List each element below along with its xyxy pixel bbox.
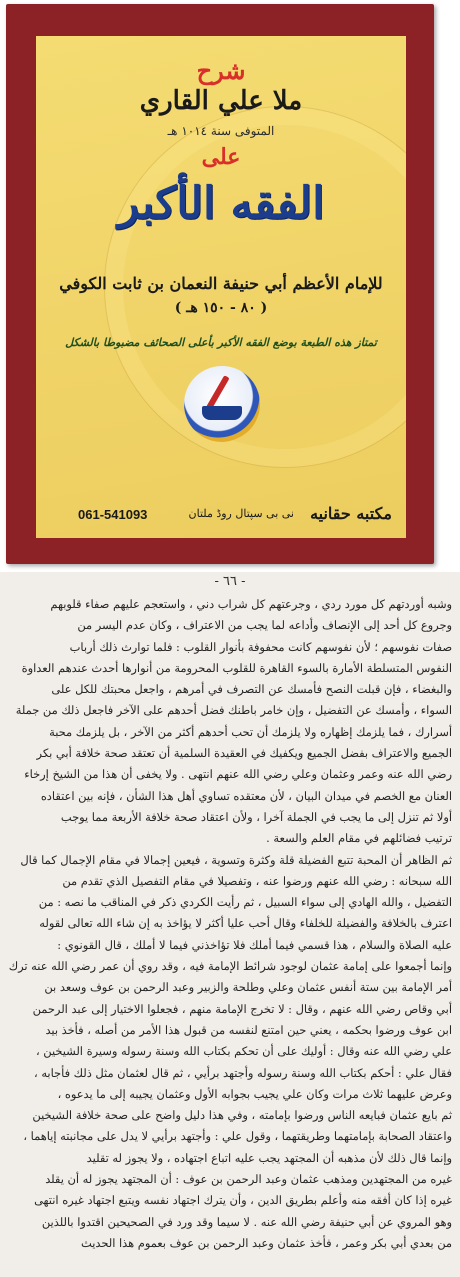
text-line: وعرض عليهما ثلاث مرات وكان علي يجيب بجوابه الأول وعثمان يجيبه إلى ما يدعوه ،	[57, 1086, 452, 1101]
scanned-page	[0, 572, 460, 1277]
cover-phone: 061-541093	[78, 507, 148, 522]
cover-imam: للإمام الأعظم أبي حنيفة النعمان بن ثابت الكوفي	[59, 274, 383, 293]
text-line: فقال علي : أحكم بكتاب الله وسنة رسوله وأجتهد برأيي ، ثم قال لعثمان مثل ذلك فأجابه ،	[34, 1065, 452, 1080]
text-line: أمر الإمامة بين ستة أنفس عثمان وعلي وطلحة والزبير وعبد الرحمن بن عوف وسعد بن	[44, 980, 452, 995]
text-line: والبغضاء ، فإن قبلت النصح فأمسك عن التصرف في أمرهم ، واجعل محبتك للكل على	[51, 682, 452, 697]
text-line: وجروع كل أحد إلى الإنصاف وأداعه لما يجب من الاعتراف ، وكان عدم اليسر من	[77, 618, 452, 633]
cover-main-title: الفقه الأكبر	[117, 178, 325, 229]
cover-sharh: شرح	[196, 56, 246, 85]
text-line: النفوس المتسلطة الأمارة بالسوء القاهرة للقلوب المحرومة من أنوارها أحدث عندهم العداوة	[21, 660, 452, 675]
publisher-logo-icon	[184, 366, 260, 442]
cover-tagline: تمتاز هذه الطبعة بوضع الفقه الأكبر بأعلى الصحائف مضبوطا بالشكل	[65, 336, 377, 349]
text-line: رضي الله عنه وعمر وعثمان وعلي رضي الله عنهم انتهى . ولا يخفى أن هذا من الشيخ إرخاء	[24, 767, 452, 782]
text-line: وإنما قال ذلك لأن مذهبه أن المجتهد يجب عليه اتباع اجتهاده ، ولا يجوز له تقليد	[86, 1150, 452, 1165]
text-line: غيره من المجتهدين ومذهب عثمان وعبد الرحمن بن عوف : أن المجتهد يجوز له أن يقلد	[45, 1172, 452, 1187]
text-line: أسرارك ، فما يلزمك إظهاره ولا يلزمك أن تحب أحدهم أكثر من الآخر ، بل يلزمك محبة	[49, 724, 452, 739]
text-line: العنان مع الخصم في ميدان البيان ، لأن معتقده تساوي أهل هذا الشأن ، فإنه بين اعتقاده	[40, 788, 452, 803]
text-line: الله سبحانه : رضي الله عنهم ورضوا عنه ، وتفصيلا في مقام التفصيل الذي تقدم من	[62, 873, 452, 888]
text-line: السواء ، وأمسك عن التفضيل ، وإن خامر باطنك فضل أحدهم على الآخر فاجعل ذلك من جملة	[15, 703, 452, 718]
text-line: وهو المروي عن أبي حنيفة رضي الله عنه . لا سيما وقد ورد في الصحيحين اقتدوا باللذين	[41, 1214, 452, 1229]
cover-publisher: مكتبه حقانيه	[310, 504, 392, 523]
text-line: اعترف بالخلافة والفضيلة للخلفاء وقال أحب عليا أكثر لا يؤاخذ به إن شاء الله تعالى لقوله	[39, 916, 452, 931]
cover-title-panel	[36, 36, 406, 538]
text-line: الجميع والاعتراف بفضل الجميع ويكفيك في العقيدة السلمية أن تعتقد صحة خلافة أبي بكر	[36, 746, 452, 761]
text-line: ثم بايع عثمان فبايعه الناس ورضوا بإمامته ، وفي هذا دليل واضح على صحة خلافة الشيخين	[32, 1108, 452, 1123]
text-line: غيره إذا كان أفقه منه وأعلم بطريق الدين ، وأن يترك اجتهاد نفسه ويتبع اجتهاد غيره انتهى	[34, 1193, 452, 1208]
page-number: - ٦٦ -	[214, 574, 246, 589]
text-line: وشبه أوردتهم كل مورد ردي ، وجرعتهم كل شراب دني ، واستعجم عليهم صفاء قلوبهم	[50, 597, 452, 611]
text-line: أولا ثم تنزل إلى ما يجب في الجملة آخرا ، ولأن اعتقاد صحة خلافة الأربعة مما يوجب	[60, 809, 452, 824]
cover-death-date: المتوفى سنة ١٠١٤ هـ	[167, 124, 275, 138]
book-cover	[6, 4, 434, 564]
page-body-text	[8, 594, 452, 1254]
text-line: ثم الظاهر أن المحبة تتبع الفضيلة قلة وكثرة وتسوية ، فيعين إجمالا في مقام الإجمال كما قال	[20, 852, 452, 867]
book-icon	[202, 406, 242, 420]
text-line: التفضيل ، والله الهادي إلى سواء السبيل ، ثم رأيت الكردي ذكر في المناقب ما نصه : من	[38, 895, 452, 910]
book-cover-area	[0, 0, 460, 570]
text-line: علي رضي الله عنه وقال : أوليك على أن تحكم بكتاب الله وسنة رسوله وسيرة الشيخين ،	[35, 1044, 452, 1059]
text-line: ترتيب فضائلهم في مقام العلم والسعة .	[266, 831, 452, 846]
text-line: وإنما أجمعوا على إمامة عثمان لوجود شرائط الإمامة فيه ، وقد روي أن عمر رضي الله عنه ترك	[8, 959, 452, 974]
text-line: واعتقاد الصحابة بإمامتهما وطريقتهما ، وقول علي : وأجتهد برأيي لا يدل على مجانبته إياهما ،	[23, 1129, 452, 1144]
cover-address: نى بى سپتال روڈ ملتان	[188, 507, 294, 520]
cover-dates: ( ٨٠ - ١٥٠ هـ )	[174, 300, 268, 316]
text-line: أبي وقاص رضي الله عنهم ، وقال : لا تخرج الإمامة منهم ، فجعلوا الاختيار إلى عبد الرحمن	[32, 1001, 452, 1016]
text-line: من بعدي أبي بكر وعمر ، فأخذ عثمان وعبد الرحمن بن عوف بعموم هذا الحديث	[81, 1235, 452, 1250]
cover-ala: على	[201, 144, 241, 170]
text-line: ابن عوف ورضوا بحكمه ، يعني حين امتنع لنفسه من قبول هذا الأمر من أصله ، فأخذ بيد	[45, 1022, 452, 1037]
text-line: صفات نفوسهم ؛ لأن نفوسهم كانت محفوفة بأنوار القلوب : فلما توارث ذلك أرباب	[69, 639, 452, 654]
text-line: عليه الصلاة والسلام ، هذا قسمي فيما أملك فلا تؤاخذني فيما لا أملك ، قال القونوي :	[57, 937, 452, 952]
cover-author: ملا علي القاري	[139, 86, 303, 116]
